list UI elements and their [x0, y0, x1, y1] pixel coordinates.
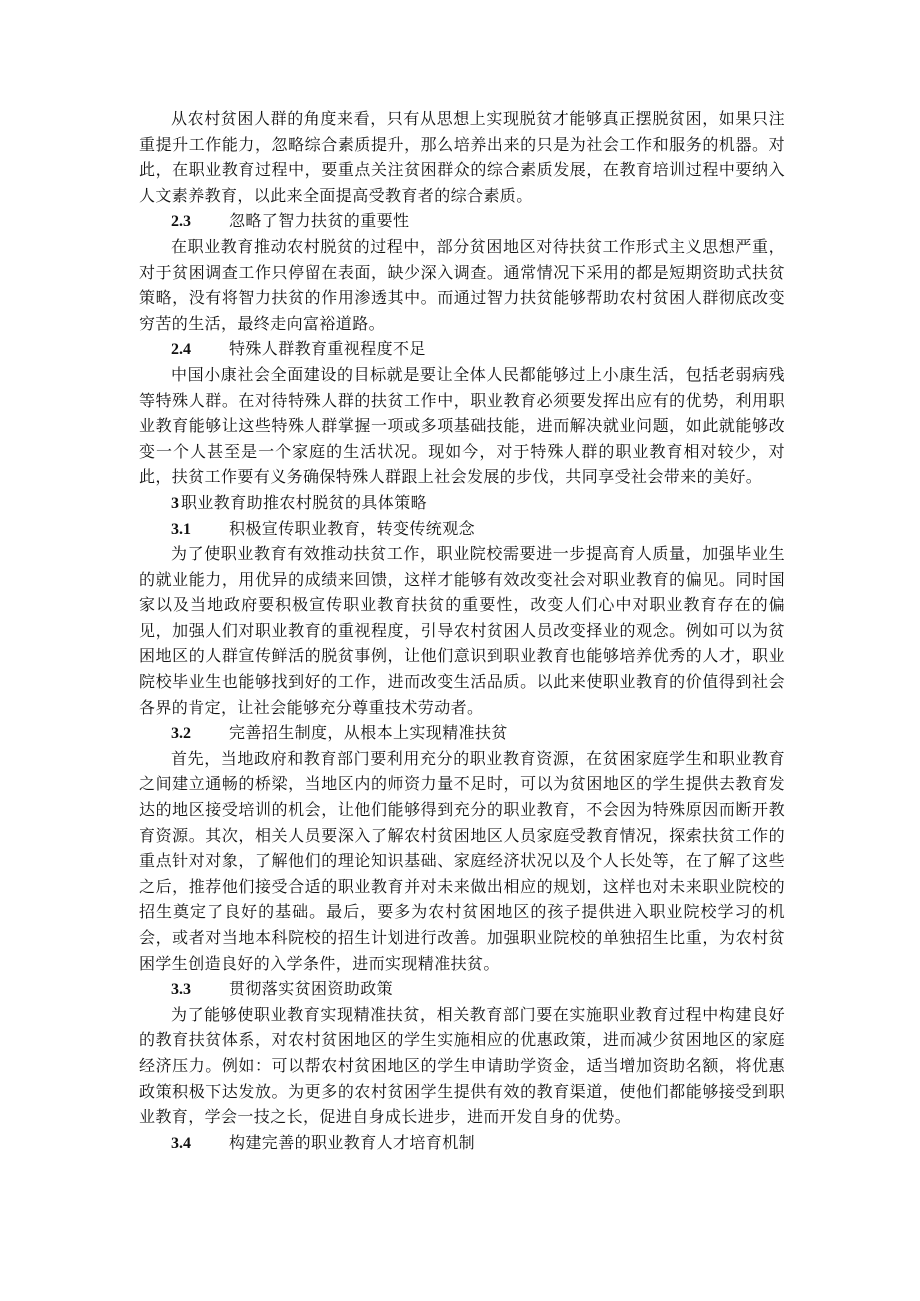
chapter-heading-3 — [139, 490, 785, 516]
paragraph-2: 在职业教育推动农村脱贫的过程中，部分贫困地区对待扶贫工作形式主义思想严重，对于贫困调查工作只停留在表面，缺少深入调查。通常情况下采用的都是短期资助式扶贫策略，没有将智力扶贫的作用渗透其中。而通过智力扶贫能够帮助农村贫困人群彻底改变穷苦的生活，最终走向富裕道路。 — [139, 236, 785, 333]
section-number: 2.3 — [171, 213, 191, 231]
section-title: 积极宣传职业教育，转变传统观念 — [229, 518, 476, 538]
section-number: 3.1 — [171, 520, 191, 538]
section-heading-3-3 — [139, 976, 785, 1002]
chapter-number: 3 — [171, 494, 179, 512]
section-title: 完善招生制度，从根本上实现精准扶贫 — [229, 723, 508, 743]
paragraph-3: 中国小康社会全面建设的目标就是要让全体人民都能够过上小康生活，包括老弱病残等特殊人群。在对待特殊人群的扶贫工作中，职业教育必须要发挥出应有的优势，利用职业教育能够让这些特殊人群掌握一项或多项基础技能，进而解决就业问题，如此就能够改变一个人甚至是一个家庭的生活状况。现如今，对于特殊人群的职业教育相对较少，对此，扶贫工作要有义务确保特殊人群跟上社会发展的步伐，共同享受社会带来的美好。 — [139, 364, 785, 487]
section-title: 构建完善的职业教育人才培育机制 — [229, 1132, 476, 1152]
section-title: 特殊人群教育重视程度不足 — [229, 339, 426, 359]
document-page — [139, 106, 785, 1155]
paragraph-6: 为了能够使职业教育实现精准扶贫，相关教育部门要在实施职业教育过程中构建良好的教育扶贫体系，对农村贫困地区的学生实施相应的优惠政策，进而减少贫困地区的家庭经济压力。例如：可以帮农村贫困地区的学生申请助学资金，适当增加资助名额，将优惠政策积极下达发放。为更多的农村贫困学生提供有效的教育渠道，使他们都能够接受到职业教育，学会一技之长，促进自身成长进步，进而开发自身的优势。 — [139, 1004, 785, 1127]
section-number: 2.4 — [171, 341, 191, 359]
section-heading-3-4 — [139, 1130, 785, 1156]
paragraph-5: 首先，当地政府和教育部门要利用充分的职业教育资源，在贫困家庭学生和职业教育之间建立通畅的桥梁，当地区内的师资力量不足时，可以为贫困地区的学生提供去教育发达的地区接受培训的机会，让他们能够得到充分的职业教育，不会因为特殊原因而断开教育资源。其次，相关人员要深入了解农村贫困地区人员家庭受教育情况，探索扶贫工作的重点针对对象，了解他们的理论知识基础、家庭经济状况以及个人长处等，在了解了这些之后，推荐他们接受合适的职业教育并对未来做出相应的规划，这样也对未来职业院校的招生奠定了良好的基础。最后，要多为农村贫困地区的孩子提供进入职业院校学习的机会，或者对当地本科院校的招生计划进行改善。加强职业院校的单独招生比重，为农村贫困学生创造良好的入学条件，进而实现精准扶贫。 — [139, 748, 785, 973]
section-heading-2-4 — [139, 336, 785, 362]
paragraph-4: 为了使职业教育有效推动扶贫工作，职业院校需要进一步提高育人质量，加强毕业生的就业能力，用优异的成绩来回馈，这样才能够有效改变社会对职业教育的偏见。同时国家以及当地政府要积极宣传职业教育扶贫的重要性，改变人们心中对职业教育存在的偏见，加强人们对职业教育的重视程度，引导农村贫困人员改变择业的观念。例如可以为贫困地区的人群宣传鲜活的脱贫事例，让他们意识到职业教育也能够培养优秀的人才，职业院校毕业生也能够找到好的工作，进而改变生活品质。以此来使职业教育的价值得到社会各界的肯定，让社会能够充分尊重技术劳动者。 — [139, 544, 785, 717]
section-heading-2-3 — [139, 208, 785, 234]
paragraph-1: 从农村贫困人群的角度来看，只有从思想上实现脱贫才能够真正摆脱贫困，如果只注重提升工作能力，忽略综合素质提升，那么培养出来的只是为社会工作和服务的机器。对此，在职业教育过程中，要重点关注贫困群众的综合素质发展，在教育培训过程中要纳入人文素养教育，以此来全面提高受教育者的综合素质。 — [139, 109, 785, 205]
section-heading-3-2 — [139, 720, 785, 746]
section-number: 3.2 — [171, 725, 191, 743]
section-title: 贯彻落实贫困资助政策 — [229, 979, 394, 999]
section-title: 忽略了智力扶贫的重要性 — [229, 211, 410, 231]
section-number: 3.3 — [171, 981, 191, 999]
section-number: 3.4 — [171, 1134, 191, 1152]
section-heading-3-1 — [139, 516, 785, 542]
chapter-title: 职业教育助推农村脱贫的具体策略 — [181, 492, 428, 512]
